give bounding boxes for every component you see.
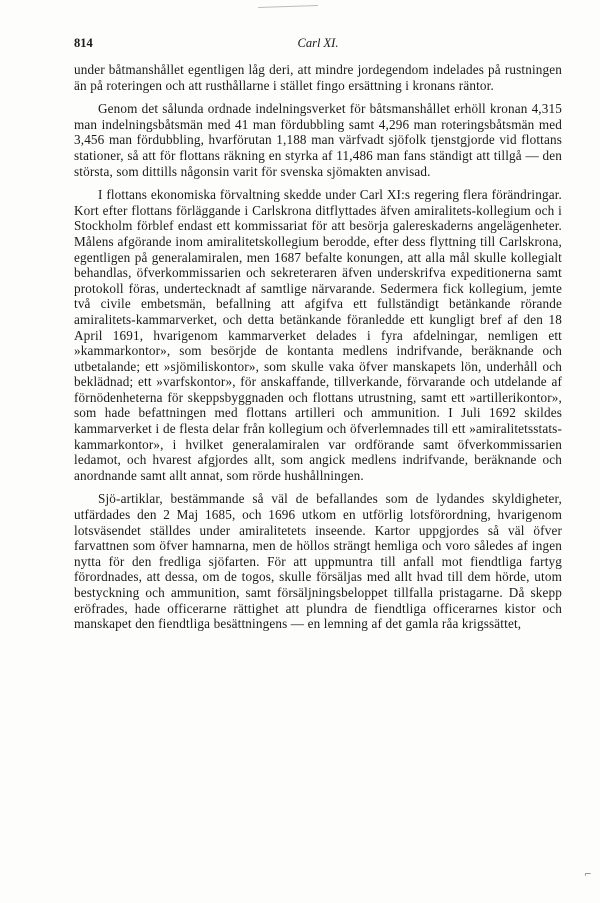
paragraph: under båtmanshållet egentligen låg deri, att mindre jordegendom indelades på rustningen än på roteringen och att rusthållarne i stället fingo ersättning i kronans räntor. (74, 62, 562, 93)
paragraph: Genom det sålunda ordnade indelningsverket för båtsmanshållet erhöll kronan 4,315 man indelningsbåtsmän med 41 man fördubbling samt 4,296 man roteringsbåtsmän med 3,456 man fördubbling, hvarförutan 1,188 man värfvadt sjöfolk tjenstgjorde vid flottans stationer, så att för flottans räkning en styrka af 11,486 man fans ständigt att tillgå — den största, som dittills någonsin varit för svenska sjömakten anvisad. (74, 101, 562, 179)
corner-mark: ⌐ (584, 870, 592, 880)
scan-mark (258, 0, 318, 8)
running-header (74, 36, 562, 54)
body-text (74, 62, 562, 640)
paragraph: Sjö-artiklar, bestämmande så väl de befallandes som de lydandes skyldigheter, utfärdades den 2 Maj 1685, och 1696 utkom en utförlig lotsförordning, hvarigenom lotsväsendet ställdes under amiralitetets inseende. Kartor uppgjordes så väl öfver farvattnen som öfver hamnarna, men de höllos strängt hemliga och voro således af ingen nytta för den fredliga sjöfarten. För att uppmuntra till anfall mot fiendtliga fartyg förordnades, att dessa, om de togos, skulle försäljas med allt hvad till dem hörde, utom bestyckning och ammunition, samt försäljningsbeloppet tillfalla pristagarne. Då skepp eröfrades, hade officerarne rättighet att plundra de fiendtliga officerarnes kistor och manskapet den fiendtliga besättningens — en lemning af det gamla råa krigssättet, (74, 491, 562, 632)
paragraph: I flottans ekonomiska förvaltning skedde under Carl XI:s regering flera förändringar. Kort efter flottans förläggande i Carlskrona ditflyttades äfven amiralitets-kollegium och i Stockholm förblef endast ett kommissariat för att besörja galereskaderns angelägenheter. Målens afgörande inom amiralitetskollegium berodde, efter dess flyttning till Carlskrona, egentligen på generalamiralen, men 1687 befalte konungen, att alla mål skulle kollegialt behandlas, öfverkommissarien och sekreteraren äfven underskrifva expeditionerna samt protokoll föras, undertecknadt af samtlige närvarande. Sedermera fick kollegium, jemte två civile embetsmän, befallning att afgifva ett fullständigt betänkande rörande amiralitets-kammarverket, och detta betänkande föranledde ett kungligt bref af den 18 April 1691, hvarigenom kammarverket delades i fyra afdelningar, nemligen ett »kammarkontor», som besörjde de kontanta medlens indrifvande, beräknande och utbetalande; ett »sjömiliskontor», som skulle vaka öfver manskapets lön, underhåll och beklädnad; ett »varfskontor», för anskaffande, tillverkande, förvarande och utdelande af förnödenheterna för skeppsbyggnaden och flottans utrustning, samt ett »artillerikontor», som hade befattningen med flottans artilleri och ammunition. I Juli 1692 skildes kammarverket i de flesta delar från kollegium och öfverlemnades till ett »amiralitetsstats-kammarkontor», i hvilket generalamiralen var ordförande samt öfverkommissarien ledamot, och hvarest afgjordes allt, som angick medlens indrifvande, beräknande och anordnande samt allt annat, som rörde hushållningen. (74, 187, 562, 483)
running-title: Carl XI. (297, 36, 339, 50)
page-number: 814 (74, 36, 93, 50)
